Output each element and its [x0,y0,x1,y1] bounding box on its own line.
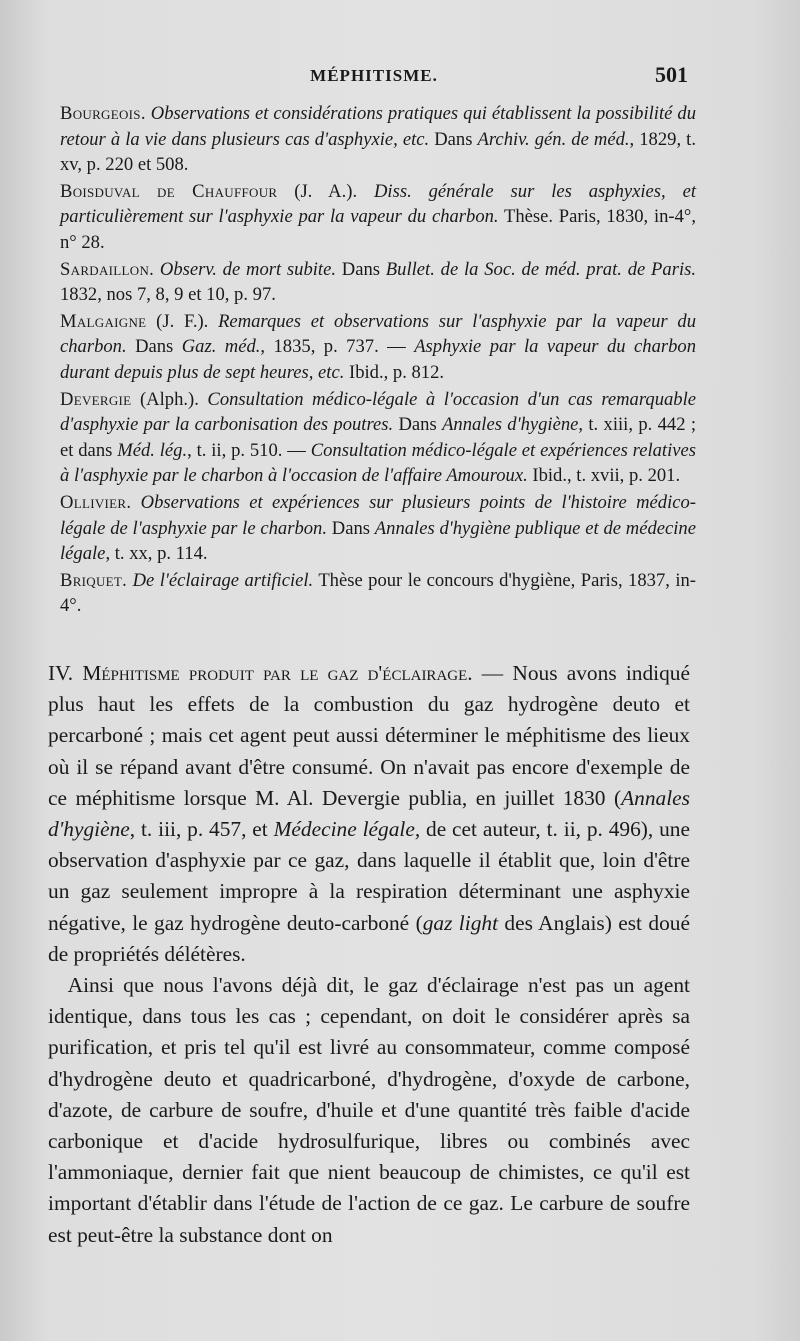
reference-text: , t. ii, p. 510. — [187,439,311,461]
reference-entry [60,490,696,567]
reference-text: Dans [327,517,375,539]
reference-text: Dans [429,128,478,150]
reference-text: Ibid., p. 812. [344,361,445,383]
reference-title: Observations et considérations pratiques qui établissent la possibilité du retour à la vie dans plusieurs cas d'asphyxie, etc. [60,103,696,150]
reference-author: Briquet. [60,569,128,591]
reference-journal: Bullet. de la Soc. de méd. prat. de Paris. [385,258,696,280]
section-heading: IV. Méphitisme produit par le gaz d'éclairage. [48,661,473,685]
reference-entry [60,309,696,386]
reference-text: , 1835, p. 737. — [260,336,415,358]
reference-text: Dans [336,258,386,280]
page-header [60,62,688,96]
reference-journal: Méd. lég. [117,439,188,461]
reference-text: (Alph.). [131,388,208,410]
reference-text: , 1829, t. xv, p. 220 et 508. [60,128,696,176]
reference-text: , t. xx, p. 114. [105,543,208,565]
citation-title: Médecine légale, [273,817,421,842]
paragraph-text: , t. iii, p. 457, et [129,817,274,842]
reference-title: Observ. de mort subite. [154,258,336,280]
reference-journal: Archiv. gén. de méd. [477,128,630,150]
reference-author: Sardaillon. [60,258,155,280]
reference-text: (J. A.). [277,180,374,202]
italic-term: gaz light [422,910,499,935]
reference-text: (J. F.). [146,310,219,332]
reference-author: Devergie [60,388,132,410]
paragraph-text: des Anglais) est doué de propriétés délétères. [48,910,690,966]
citation-title: Annales d'hygiène [48,785,690,842]
reference-entry [60,101,696,178]
reference-text: Thèse. Paris, 1830, in-4°, n° 28. [60,206,696,253]
reference-title: Consultation médico-légale à l'occasion d'un cas remarquable d'asphyxie par la carbonisation des poutres. [60,388,696,436]
section-body [48,658,690,1251]
reference-text: Dans [393,414,443,436]
paragraph-text: — Nous avons indiqué plus haut les effets de la combustion du gaz hydrogène deuto et percarboné ; mais cet agent peut aussi déterminer le méphitisme des lieux où il se répand avant d'être consumé. On n'avait pas encore d'exemple de ce méphitisme lorsque M. Al. Devergie publia, en juillet 1830 ( [48,661,690,810]
reference-text: , t. xiii, p. 442 ; et dans [60,414,697,461]
paragraph-text: de cet auteur, t. ii, p. 496), une observation d'asphyxie par ce gaz, dans laquelle il établit que, loin d'être un gaz seulement impropre à la respiration déterminant une asphyxie négative, le gaz hydrogène deuto-carboné ( [48,817,690,935]
reference-author: Malgaigne [60,310,147,332]
reference-text: 1832, nos 7, 8, 9 et 10, p. 97. [60,284,276,306]
reference-text: Dans [126,336,182,358]
reference-title: Asphyxie par la vapeur du charbon durant depuis plus de sept heures, etc. [60,336,696,383]
reference-entry [60,179,696,256]
reference-title: Remarques et observations sur l'asphyxie par la vapeur du charbon. [60,310,696,358]
reference-author: Boisduval de Chauffour [60,180,278,202]
reference-title: De l'éclairage artificiel. [127,569,314,591]
reference-title: Observations et expériences sur plusieurs points de l'histoire médico-légale de l'asphyxie par le charbon. [60,491,696,539]
reference-text: Thèse pour le concours d'hygiène, Paris, 1837, in-4°. [60,569,696,617]
reference-journal: Annales d'hygiène publique et de médecine légale [60,517,696,565]
reference-entry [60,257,696,308]
paragraph: Ainsi que nous l'avons déjà dit, le gaz d'éclairage n'est pas un agent identique, dans tous les cas ; cependant, on doit le considérer après sa purification, et pris tel qu'il est livré au consommateur, comme composé d'hydrogène deuto et quadricarboné, d'hydrogène, d'oxyde de carbone, d'azote, de carbure de soufre, d'huile et d'une quantité très faible d'acide carbonique et d'acide hydrosulfurique, libres ou combinés avec l'ammoniaque, dernier fait que nient beaucoup de chimistes, ce qu'il est important d'établir dans l'étude de l'action de ce gaz. Le carbure de soufre est peut-être la substance dont on [48,973,690,1247]
reference-title: Diss. générale sur les asphyxies, et particulièrement sur l'asphyxie par la vapeur du charbon. [60,180,696,228]
page-number: 501 [655,62,688,87]
reference-author: Bourgeois. [60,103,146,124]
reference-author: Ollivier. [60,491,132,513]
reference-entry [60,387,696,489]
reference-entry [60,568,696,619]
reference-journal: Annales d'hygiène [442,414,579,436]
reference-title: Consultation médico-légale et expériences relatives à l'asphyxie par le charbon à l'occasion de l'affaire Amouroux. [60,439,697,487]
running-title: MÉPHITISME. [310,66,438,85]
paragraph [48,658,690,970]
bibliography [60,101,696,620]
reference-text: Ibid., t. xvii, p. 201. [527,465,681,487]
reference-journal: Gaz. méd. [181,336,261,358]
